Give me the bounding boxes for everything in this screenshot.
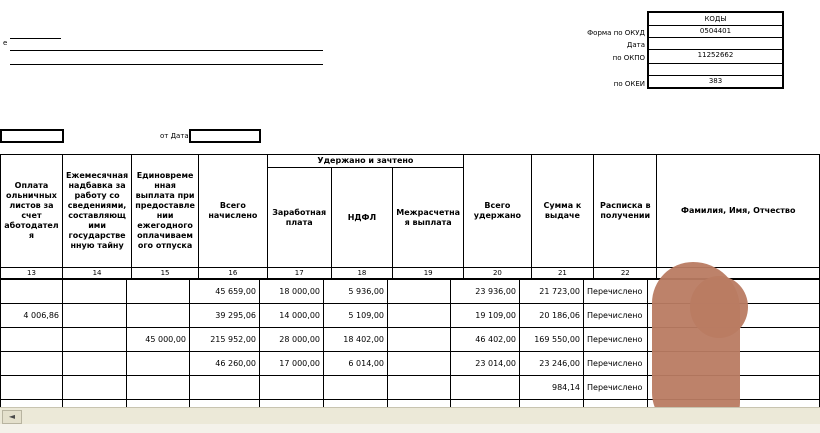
table-cell[interactable]: 18 402,00 [324, 328, 388, 352]
table-cell[interactable] [388, 376, 451, 400]
number-field[interactable] [0, 129, 64, 143]
table-cell[interactable] [260, 376, 324, 400]
table-cell[interactable]: 23 014,00 [451, 352, 520, 376]
table-cell[interactable]: 39 295,06 [190, 304, 260, 328]
table-cell[interactable]: 23 246,00 [520, 352, 584, 376]
codes-block [647, 11, 784, 89]
table-cell[interactable] [127, 352, 190, 376]
table-cell[interactable]: 45 659,00 [190, 280, 260, 304]
table-cell[interactable]: Перечислено [584, 280, 648, 304]
table-cell[interactable]: 5 109,00 [324, 304, 388, 328]
table-cell[interactable]: 19 109,00 [451, 304, 520, 328]
col-num: 13 [1, 268, 63, 279]
header-line-2 [10, 64, 323, 65]
table-cell[interactable]: 23 936,00 [451, 280, 520, 304]
table-cell[interactable] [451, 376, 520, 400]
table-cell[interactable] [1, 376, 63, 400]
table-cell[interactable]: 984,14 [520, 376, 584, 400]
table-cell[interactable]: 28 000,00 [260, 328, 324, 352]
col-num: 22 [594, 268, 657, 279]
col-num: 15 [132, 268, 199, 279]
table-cell[interactable]: 20 186,06 [520, 304, 584, 328]
code-label-okud: Форма по ОКУД [587, 29, 645, 37]
header-amount-to-pay: Сумма к выдаче [531, 155, 593, 268]
table-cell[interactable] [63, 376, 127, 400]
table-cell[interactable]: Перечислено [584, 352, 648, 376]
col-num: 21 [531, 268, 593, 279]
code-value-date[interactable] [649, 37, 782, 49]
header-line-short [10, 38, 61, 39]
table-cell[interactable] [63, 328, 127, 352]
header-one-time-payment: Единовреме нная выплата при предоставле нии ежегодного оплачиваем ого отпуска [132, 155, 199, 268]
header-withheld-group: Удержано и зачтено [267, 155, 463, 168]
table-cell[interactable]: 4 006,86 [1, 304, 63, 328]
table-cell[interactable] [190, 376, 260, 400]
table-cell[interactable] [324, 376, 388, 400]
col-num: 16 [198, 268, 267, 279]
date-field[interactable] [189, 129, 261, 143]
table-cell[interactable]: 21 723,00 [520, 280, 584, 304]
table-cell[interactable] [1, 280, 63, 304]
code-label-date: Дата [626, 41, 645, 49]
table-cell[interactable] [127, 376, 190, 400]
header-monthly-bonus: Ежемесячная надбавка за работу со сведениями, составляющ ими государстве нную тайну [62, 155, 131, 268]
table-cell[interactable] [1, 352, 63, 376]
table-cell[interactable]: 14 000,00 [260, 304, 324, 328]
table-cell[interactable] [1, 328, 63, 352]
code-value-okei[interactable]: 383 [649, 75, 782, 87]
code-label-okpo: по ОКПО [612, 54, 645, 62]
table-cell[interactable] [63, 304, 127, 328]
table-cell[interactable]: 18 000,00 [260, 280, 324, 304]
table-cell[interactable]: Перечислено [584, 304, 648, 328]
col-num: 14 [62, 268, 131, 279]
date-label: от Дата [160, 132, 189, 140]
header-line-1 [10, 50, 323, 51]
header-sick-leave: Оплата ольничных листов за счет аботодател я [1, 155, 63, 268]
col-num: 18 [331, 268, 393, 279]
horizontal-scrollbar[interactable] [0, 407, 820, 424]
table-cell[interactable]: Перечислено [584, 328, 648, 352]
redaction-mark [690, 276, 748, 338]
table-cell[interactable] [388, 304, 451, 328]
status-strip [0, 424, 820, 433]
table-cell[interactable]: 46 260,00 [190, 352, 260, 376]
table-cell[interactable] [127, 304, 190, 328]
header-interim-payment: Межрасчетна я выплата [393, 168, 464, 268]
table-cell[interactable]: 5 936,00 [324, 280, 388, 304]
header-salary: Заработная плата [267, 168, 331, 268]
code-value-blank[interactable] [649, 63, 782, 75]
table-cell[interactable] [388, 280, 451, 304]
code-value-okpo[interactable]: 11252662 [649, 49, 782, 63]
col-num: 20 [464, 268, 532, 279]
header-ndfl: НДФЛ [331, 168, 393, 268]
code-value-okud[interactable]: 0504401 [649, 25, 782, 37]
scroll-left-arrow-icon[interactable]: ◄ [2, 410, 22, 424]
table-cell[interactable] [388, 352, 451, 376]
code-label-okei: по ОКЕИ [613, 80, 645, 88]
table-cell[interactable] [127, 280, 190, 304]
header-total-accrued: Всего начислено [198, 155, 267, 268]
table-cell[interactable]: 46 402,00 [451, 328, 520, 352]
table-cell[interactable] [63, 280, 127, 304]
table-cell[interactable] [63, 352, 127, 376]
col-num: 19 [393, 268, 464, 279]
header-fragment: е [3, 39, 8, 47]
header-total-withheld: Всего удержано [464, 155, 532, 268]
codes-header: КОДЫ [704, 15, 727, 23]
table-cell[interactable]: 17 000,00 [260, 352, 324, 376]
table-cell[interactable]: 6 014,00 [324, 352, 388, 376]
col-num: 17 [267, 268, 331, 279]
table-cell[interactable] [388, 328, 451, 352]
table-cell[interactable]: Перечислено [584, 376, 648, 400]
header-full-name: Фамилия, Имя, Отчество [657, 155, 820, 268]
header-receipt: Расписка в получении [594, 155, 657, 268]
table-cell[interactable]: 215 952,00 [190, 328, 260, 352]
table-cell[interactable]: 169 550,00 [520, 328, 584, 352]
table-cell[interactable]: 45 000,00 [127, 328, 190, 352]
